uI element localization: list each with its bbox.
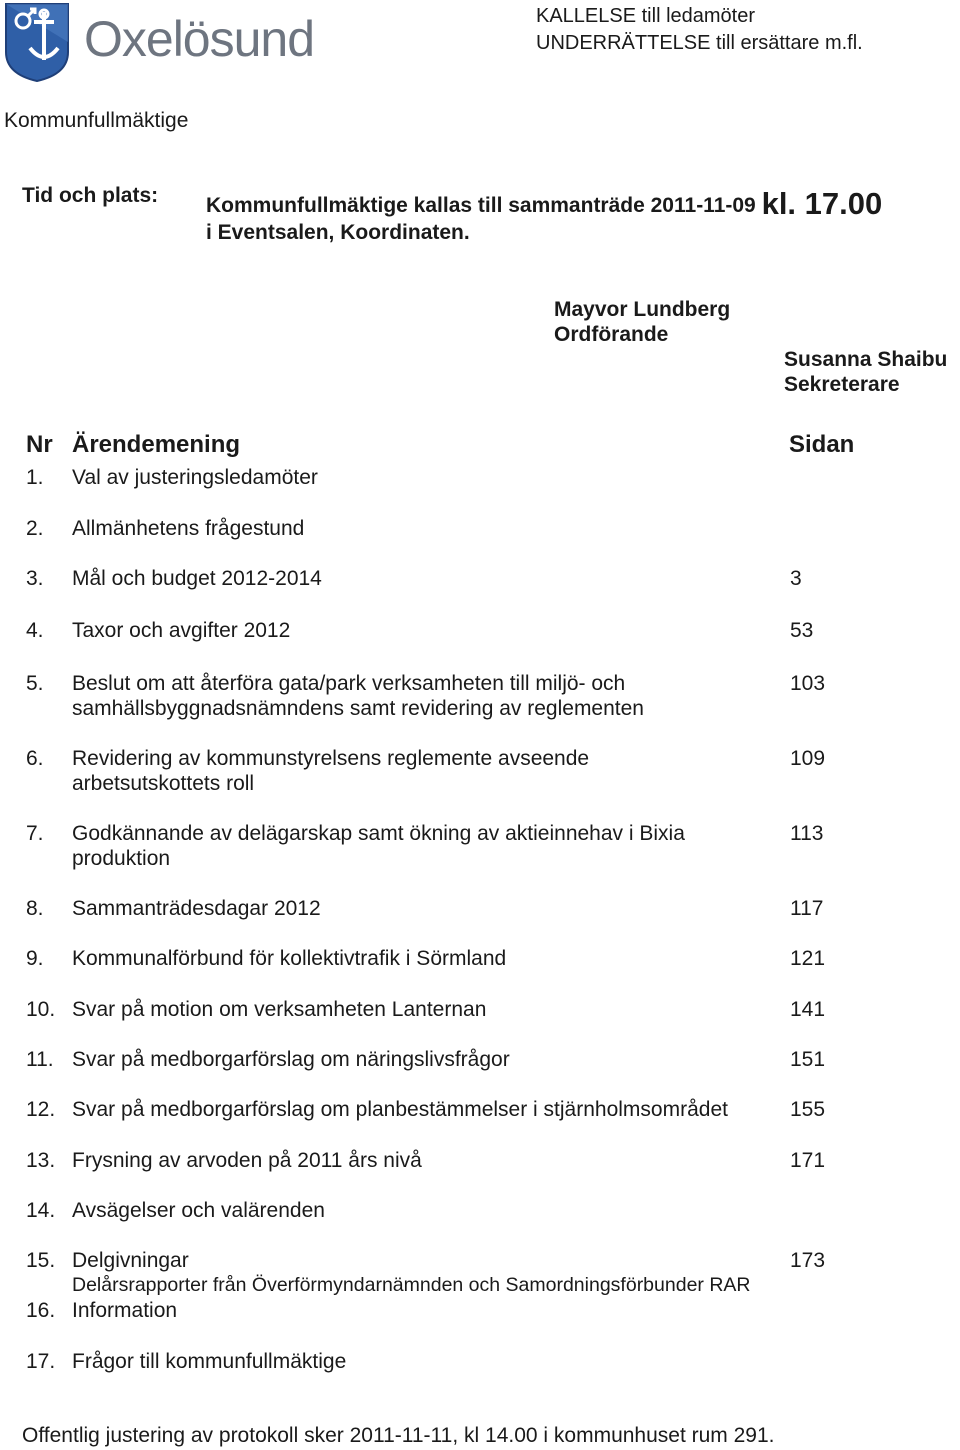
agenda-item-number: 1. bbox=[26, 466, 44, 489]
agenda-item-number: 16. bbox=[26, 1299, 56, 1322]
agenda-item-title-line: Revidering av kommunstyrelsens reglemente avseende bbox=[72, 747, 590, 770]
agenda-item-title bbox=[72, 1349, 346, 1374]
agenda-item-subtitle: Delårsrapporter från Överförmyndarnämnden och Samordningsförbunder RAR bbox=[72, 1274, 751, 1296]
agenda-item-title-line: arbetsutskottets roll bbox=[72, 772, 255, 795]
agenda-item-number: 13. bbox=[26, 1149, 56, 1172]
logo-wordmark: Oxelösund bbox=[84, 11, 315, 67]
agenda-item-title-line: Svar på motion om verksamheten Lanternan bbox=[72, 998, 487, 1021]
agenda-item-title bbox=[72, 1097, 728, 1122]
agenda-item-number: 12. bbox=[26, 1098, 56, 1121]
agenda-item-title bbox=[72, 1047, 510, 1072]
header-nr: Nr bbox=[26, 431, 53, 458]
agenda-item-page: 155 bbox=[790, 1098, 826, 1121]
agenda-item-page: 113 bbox=[790, 822, 824, 845]
agenda-item-title bbox=[72, 1248, 751, 1298]
agenda-item-title bbox=[72, 896, 321, 921]
agenda-item-page: 121 bbox=[790, 947, 826, 970]
agenda-item-title bbox=[72, 465, 318, 490]
agenda-item-number: 8. bbox=[26, 897, 44, 920]
agenda-item-title bbox=[72, 618, 290, 643]
agenda-item-number: 10. bbox=[26, 998, 56, 1021]
agenda-item-title-line: Allmänhetens frågestund bbox=[72, 517, 305, 540]
agenda-item-title bbox=[72, 671, 644, 721]
agenda-item-title bbox=[72, 1148, 422, 1173]
notice-line-2: UNDERRÄTTELSE till ersättare m.fl. bbox=[536, 32, 863, 54]
agenda-item-page: 3 bbox=[790, 567, 802, 590]
meeting-line-2: i Eventsalen, Koordinaten. bbox=[206, 221, 470, 244]
agenda-item-title bbox=[72, 997, 486, 1022]
agenda-item-number: 5. bbox=[26, 672, 44, 695]
agenda-item-title-line: produktion bbox=[72, 847, 171, 870]
agenda-item-page: 141 bbox=[790, 998, 826, 1021]
meeting-date-text: Kommunfullmäktige kallas till sammanträde 2011-11-09 bbox=[206, 194, 756, 217]
agenda-item-title bbox=[72, 566, 322, 591]
footer-note: Offentlig justering av protokoll sker 2011-11-11, kl 14.00 i kommunhuset rum 291. bbox=[22, 1424, 775, 1447]
agenda-item-title-line: Sammanträdesdagar 2012 bbox=[72, 897, 321, 920]
agenda-item-number: 6. bbox=[26, 747, 44, 770]
agenda-item-title-line: samhällsbyggnadsnämndens samt revidering av reglementen bbox=[72, 697, 644, 720]
agenda-item-title-line: Val av justeringsledamöter bbox=[72, 466, 318, 489]
body-name: Kommunfullmäktige bbox=[4, 109, 189, 132]
agenda-item-title-line: Svar på medborgarförslag om näringslivsfrågor bbox=[72, 1048, 510, 1071]
agenda-item-number: 17. bbox=[26, 1350, 56, 1373]
agenda-item-number: 2. bbox=[26, 517, 44, 540]
agenda-item-number: 4. bbox=[26, 619, 44, 642]
agenda-item-number: 14. bbox=[26, 1199, 56, 1222]
meeting-label: Tid och plats: bbox=[22, 184, 159, 207]
header-page: Sidan bbox=[789, 431, 855, 458]
agenda-item-title-line: Beslut om att återföra gata/park verksamheten till miljö- och bbox=[72, 672, 626, 695]
agenda-item-page: 109 bbox=[790, 747, 826, 770]
agenda-item-title bbox=[72, 946, 506, 971]
secretary-role: Sekreterare bbox=[784, 373, 900, 396]
agenda-item-number: 9. bbox=[26, 947, 44, 970]
notice-line-1: KALLELSE till ledamöter bbox=[536, 5, 756, 27]
agenda-item-title bbox=[72, 746, 589, 796]
meeting-time: kl. 17.00 bbox=[761, 186, 883, 221]
agenda-item-title-line: Svar på medborgarförslag om planbestämmelser i stjärnholmsområdet bbox=[72, 1098, 728, 1121]
agenda-item-title-line: Information bbox=[72, 1299, 178, 1322]
agenda-item-title bbox=[72, 1198, 325, 1223]
agenda-item-title-line: Taxor och avgifter 2012 bbox=[72, 619, 291, 642]
anchor-shield-emblem-icon bbox=[4, 2, 70, 82]
agenda-item-page: 151 bbox=[790, 1048, 826, 1071]
agenda-item-number: 7. bbox=[26, 822, 44, 845]
meeting-line-1 bbox=[206, 186, 882, 222]
header-title: Ärendemening bbox=[72, 431, 241, 458]
agenda-item-title-line: Mål och budget 2012-2014 bbox=[72, 567, 322, 590]
agenda-item-page: 103 bbox=[790, 672, 826, 695]
agenda-item-page: 117 bbox=[790, 897, 824, 920]
agenda-item-title bbox=[72, 1298, 177, 1323]
agenda-item-title-line: Frågor till kommunfullmäktige bbox=[72, 1350, 347, 1373]
agenda-item-number: 15. bbox=[26, 1249, 56, 1272]
agenda-item-title bbox=[72, 516, 304, 541]
agenda-item-page: 173 bbox=[790, 1249, 826, 1272]
agenda-item-page: 53 bbox=[790, 619, 814, 642]
agenda-item-title-line: Kommunalförbund för kollektivtrafik i Sörmland bbox=[72, 947, 507, 970]
agenda-item-number: 3. bbox=[26, 567, 44, 590]
agenda-item-title-line: Delgivningar bbox=[72, 1249, 189, 1272]
agenda-item-title-line: Avsägelser och valärenden bbox=[72, 1199, 325, 1222]
chair-role: Ordförande bbox=[554, 323, 669, 346]
agenda-item-number: 11. bbox=[26, 1048, 54, 1071]
agenda-item-title-line: Godkännande av delägarskap samt ökning av aktieinnehav i Bixia bbox=[72, 822, 685, 845]
chair-name: Mayvor Lundberg bbox=[554, 298, 731, 321]
agenda-item-title bbox=[72, 821, 685, 871]
oxelosund-logo bbox=[4, 2, 356, 84]
agenda-item-page: 171 bbox=[790, 1149, 826, 1172]
secretary-name: Susanna Shaibu bbox=[784, 348, 948, 371]
agenda-item-title-line: Frysning av arvoden på 2011 års nivå bbox=[72, 1149, 422, 1172]
